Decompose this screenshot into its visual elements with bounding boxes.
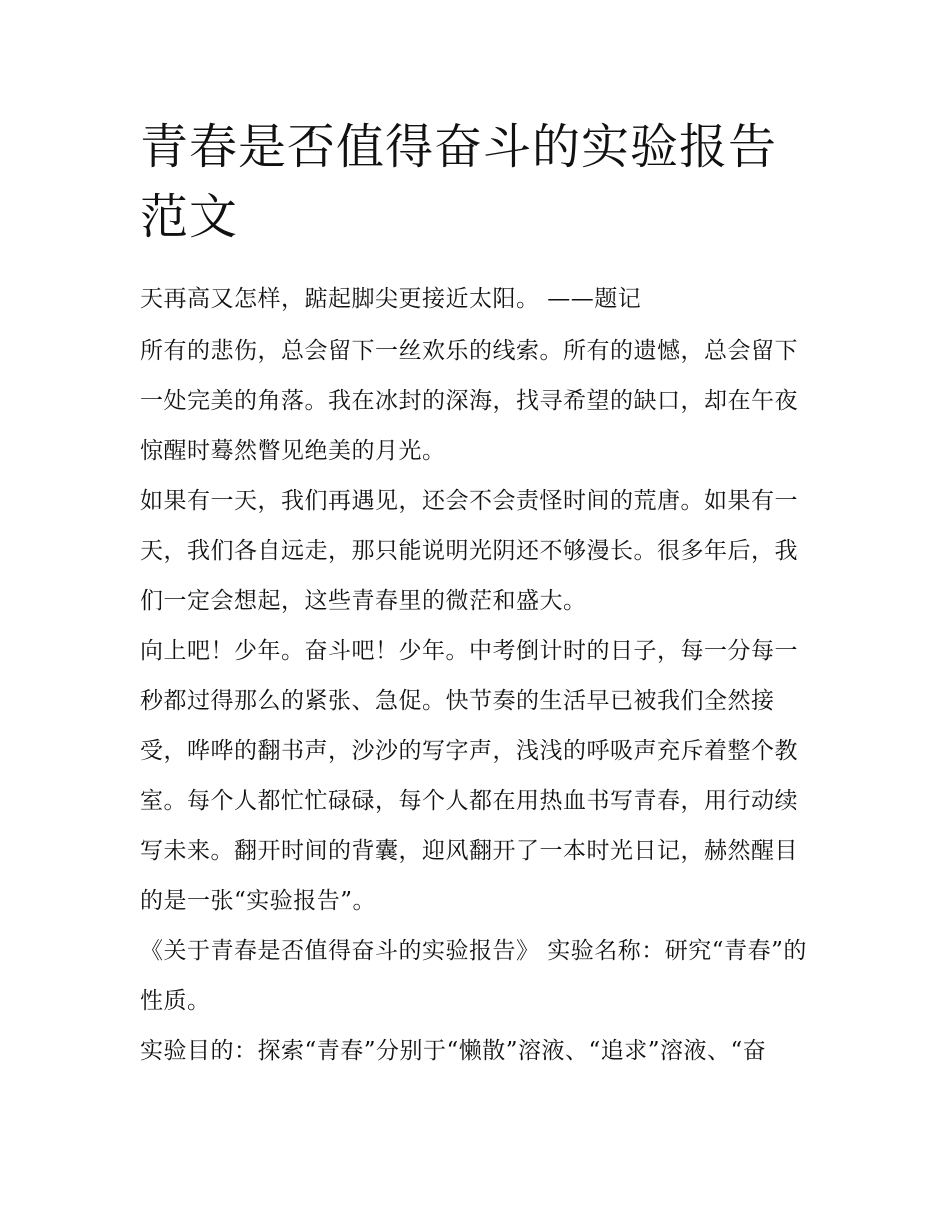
- epigraph-paragraph: 天再高又怎样，踮起脚尖更接近太阳。 ——题记: [140, 286, 642, 312]
- body-paragraph: 向上吧！少年。奋斗吧！少年。中考倒计时的日子，每一分每一秒都过得那么的紧张、急促。快节奏的生活早已被我们全然接受，哗哗的翻书声，沙沙的写字声，浅浅的呼吸声充斥着整个教室。每个人都忙忙碌碌，每个人都在用热血书写青春，用行动续写未来。翻开时间的背囊，迎风翻开了一本时光日记，赫然醒目的是一张“实验报告”。: [140, 638, 798, 914]
- document-body: [140, 112, 820, 1076]
- body-paragraph: 如果有一天，我们再遇见，还会不会责怪时间的荒唐。如果有一天，我们各自远走，那只能说明光阴还不够漫长。很多年后，我们一定会想起，这些青春里的微茫和盛大。: [140, 488, 798, 614]
- document-title: 青春是否值得奋斗的实验报告范文: [140, 119, 778, 245]
- body-paragraph: 《关于青春是否值得奋斗的实验报告》 实验名称：研究“青春”的性质。: [140, 938, 807, 1014]
- body-paragraph: 所有的悲伤，总会留下一丝欢乐的线索。所有的遗憾，总会留下一处完美的角落。我在冰封的深海，找寻希望的缺口，却在午夜惊醒时蓦然瞥见绝美的月光。: [140, 338, 798, 464]
- body-paragraph: 实验目的：探索“青春”分别于“懒散”溶液、“追求”溶液、“奋: [140, 1038, 767, 1064]
